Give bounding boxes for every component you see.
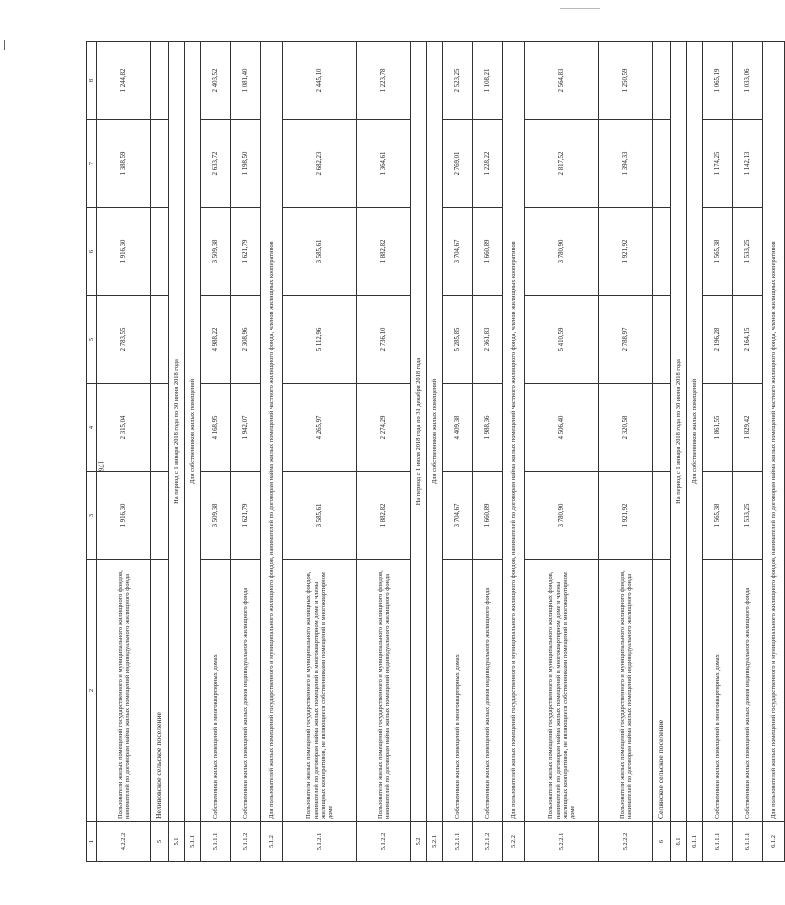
value-cell: 4 168,95 bbox=[201, 384, 231, 472]
value-cell: 1 861,55 bbox=[703, 384, 733, 472]
table-row bbox=[503, 42, 525, 862]
table-row bbox=[653, 42, 671, 862]
value-cell: 3 780,90 bbox=[525, 208, 599, 296]
span-text-cell: Для пользователей жилых помещений государственного и муниципального жилищного фондов, нанимателей по договорам найма жилых помещений частного жилищного фонда, членов жилищных кооперативов bbox=[503, 42, 525, 822]
value-cell: 1 660,89 bbox=[473, 472, 503, 560]
empty-cell bbox=[653, 384, 671, 472]
header-cell: 6 bbox=[87, 208, 97, 296]
row-code-cell: 5.2.2 bbox=[503, 822, 525, 862]
value-cell: 1 660,89 bbox=[473, 208, 503, 296]
row-name-cell: Пользователи жилых помещений государственного и муниципального жилищных фондов, нанимателей по договорам найма жилых помещений в многоквартирном доме и члены жилищных кооперативов, не являющиеся собственниками помещений в многоквартирном доме bbox=[525, 560, 599, 822]
table-row bbox=[733, 42, 763, 862]
value-cell: 2 788,97 bbox=[599, 296, 653, 384]
value-cell: 1 882,82 bbox=[357, 472, 411, 560]
table-row bbox=[411, 42, 427, 862]
row-code-cell: 5.1.2.1 bbox=[283, 822, 357, 862]
value-cell: 4 409,38 bbox=[443, 384, 473, 472]
value-cell: 2 783,55 bbox=[97, 296, 151, 384]
empty-cell bbox=[151, 296, 169, 384]
row-code-cell: 6.1 bbox=[671, 822, 687, 862]
header-cell: 2 bbox=[87, 560, 97, 822]
value-cell: 2 315,04 bbox=[97, 384, 151, 472]
value-cell: 2 196,28 bbox=[703, 296, 733, 384]
table-row bbox=[283, 42, 357, 862]
row-name-cell: Пользователи жилых помещений государственного и муниципального жилищных фондов, нанимателей по договорам найма жилых помещений в многоквартирном доме и члены жилищных кооперативов, не являющиеся собственниками помещений в многоквартирном доме bbox=[283, 560, 357, 822]
page-number: 176 bbox=[96, 460, 105, 472]
value-cell: 3 704,67 bbox=[443, 208, 473, 296]
value-cell: 1 364,61 bbox=[357, 120, 411, 208]
row-name-cell: Пользователи жилых помещений государственного и муниципального жилищного фондов, нанимателей по договорам найма жилых помещений индивидуального жилищного фонда bbox=[599, 560, 653, 822]
span-text-cell: Для пользователей жилых помещений государственного и муниципального жилищного фондов, нанимателей по договорам найма жилых помещений частного жилищного фонда, членов жилищных кооперативов bbox=[763, 42, 785, 822]
row-name-cell: Собственники жилых помещений в многоквартирных домах bbox=[201, 560, 231, 822]
row-code-cell: 5.1.1 bbox=[185, 822, 201, 862]
table-row bbox=[671, 42, 687, 862]
value-cell: 1 223,78 bbox=[357, 42, 411, 120]
value-cell: 1 565,38 bbox=[703, 208, 733, 296]
scan-mark bbox=[4, 40, 5, 50]
value-cell: 2 308,96 bbox=[231, 296, 261, 384]
row-code-cell: 5.1 bbox=[169, 822, 185, 862]
value-cell: 2 736,10 bbox=[357, 296, 411, 384]
value-cell: 4 265,97 bbox=[283, 384, 357, 472]
value-cell: 2 633,72 bbox=[201, 120, 231, 208]
value-cell: 1 198,50 bbox=[231, 120, 261, 208]
empty-cell bbox=[151, 42, 169, 120]
value-cell: 3 780,90 bbox=[525, 472, 599, 560]
value-cell: 1 565,38 bbox=[703, 472, 733, 560]
table-row bbox=[261, 42, 283, 862]
header-cell: 4 bbox=[87, 384, 97, 472]
value-cell: 1 174,25 bbox=[703, 120, 733, 208]
value-cell: 1 921,92 bbox=[599, 472, 653, 560]
value-cell: 2 523,25 bbox=[443, 42, 473, 120]
value-cell: 1 065,19 bbox=[703, 42, 733, 120]
table-row bbox=[703, 42, 733, 862]
table-row bbox=[687, 42, 703, 862]
value-cell: 2 817,52 bbox=[525, 120, 599, 208]
header-cell: 3 bbox=[87, 472, 97, 560]
empty-cell bbox=[653, 42, 671, 120]
row-name-cell: Собственники жилых помещений в многоквартирных домах bbox=[443, 560, 473, 822]
rotated-table-container bbox=[86, 42, 778, 862]
span-text-cell: На период с 1 июля 2018 года по 31 декабря 2018 года bbox=[411, 42, 427, 822]
span-text-cell: На период с 1 января 2018 года по 30 июня 2018 года bbox=[671, 42, 687, 822]
value-cell: 1 033,06 bbox=[733, 42, 763, 120]
value-cell: 2 445,10 bbox=[283, 42, 357, 120]
table-row bbox=[185, 42, 201, 862]
row-code-cell: 4.2.2.2 bbox=[97, 822, 151, 862]
row-code-cell: 5.2.2.1 bbox=[525, 822, 599, 862]
value-cell: 1 142,13 bbox=[733, 120, 763, 208]
row-name-cell: Пользователи жилых помещений государственного и муниципального жилищного фондов, нанимателей по договорам найма жилых помещений индивидуального жилищного фонда bbox=[357, 560, 411, 822]
empty-cell bbox=[151, 472, 169, 560]
span-text-cell: Для собственников жилых помещений bbox=[687, 42, 703, 822]
value-cell: 1 829,42 bbox=[733, 384, 763, 472]
value-cell: 1 228,22 bbox=[473, 120, 503, 208]
table-row bbox=[525, 42, 599, 862]
table-row bbox=[97, 42, 151, 862]
value-cell: 1 081,40 bbox=[231, 42, 261, 120]
value-cell: 1 388,59 bbox=[97, 120, 151, 208]
row-code-cell: 5.1.2 bbox=[261, 822, 283, 862]
value-cell: 1 942,07 bbox=[231, 384, 261, 472]
value-cell: 3 509,38 bbox=[201, 208, 231, 296]
span-text-cell: Для пользователей жилых помещений государственного и муниципального жилищного фондов, нанимателей по договорам найма жилых помещений частного жилищного фонда, членов жилищных кооперативов bbox=[261, 42, 283, 822]
table-row bbox=[427, 42, 443, 862]
table-row bbox=[763, 42, 785, 862]
value-cell: 1 621,79 bbox=[231, 472, 261, 560]
value-cell: 3 585,61 bbox=[283, 208, 357, 296]
value-cell: 3 585,61 bbox=[283, 472, 357, 560]
header-cell: 7 bbox=[87, 120, 97, 208]
value-cell: 2 682,23 bbox=[283, 120, 357, 208]
row-code-cell: 5.2.1 bbox=[427, 822, 443, 862]
table-row bbox=[443, 42, 473, 862]
table-row bbox=[357, 42, 411, 862]
value-cell: 5 112,96 bbox=[283, 296, 357, 384]
value-cell: 2 361,83 bbox=[473, 296, 503, 384]
table-row bbox=[473, 42, 503, 862]
tariff-table bbox=[86, 41, 785, 862]
row-code-cell: 6.1.1.1 bbox=[703, 822, 733, 862]
row-code-cell: 6 bbox=[653, 822, 671, 862]
row-code-cell: 5.2.1.1 bbox=[443, 822, 473, 862]
value-cell: 1 108,21 bbox=[473, 42, 503, 120]
row-code-cell: 6.1.1.1 bbox=[733, 822, 763, 862]
table-row bbox=[151, 42, 169, 862]
value-cell: 1 244,82 bbox=[97, 42, 151, 120]
empty-cell bbox=[653, 120, 671, 208]
value-cell: 2 403,52 bbox=[201, 42, 231, 120]
span-text-cell: Для собственников жилых помещений bbox=[185, 42, 201, 822]
row-code-cell: 6.1.2 bbox=[763, 822, 785, 862]
table-row bbox=[599, 42, 653, 862]
row-code-cell: 5.1.1.1 bbox=[201, 822, 231, 862]
empty-cell bbox=[151, 384, 169, 472]
row-code-cell: 5.1.1.2 bbox=[231, 822, 261, 862]
row-code-cell: 5.2.2.2 bbox=[599, 822, 653, 862]
table-row bbox=[201, 42, 231, 862]
row-name-cell: Собственники жилых помещений жилых домов индивидуального жилищного фонда bbox=[733, 560, 763, 822]
value-cell: 4 506,40 bbox=[525, 384, 599, 472]
value-cell: 2 564,83 bbox=[525, 42, 599, 120]
value-cell: 5 285,85 bbox=[443, 296, 473, 384]
row-name-cell: Собственники жилых помещений жилых домов индивидуального жилищного фонда bbox=[231, 560, 261, 822]
value-cell: 2 164,15 bbox=[733, 296, 763, 384]
value-cell: 1 916,30 bbox=[97, 472, 151, 560]
empty-cell bbox=[151, 120, 169, 208]
value-cell: 5 410,59 bbox=[525, 296, 599, 384]
row-code-cell: 5.2.1.2 bbox=[473, 822, 503, 862]
row-code-cell: 5.1.2.2 bbox=[357, 822, 411, 862]
row-code-cell: 6.1.1 bbox=[687, 822, 703, 862]
table-row bbox=[169, 42, 185, 862]
table-row bbox=[231, 42, 261, 862]
empty-cell bbox=[653, 296, 671, 384]
value-cell: 1 916,30 bbox=[97, 208, 151, 296]
empty-cell bbox=[151, 208, 169, 296]
value-cell: 1 621,79 bbox=[231, 208, 261, 296]
value-cell: 1 533,25 bbox=[733, 208, 763, 296]
row-name-cell: Собственники жилых помещений в многоквартирных домах bbox=[703, 560, 733, 822]
empty-cell bbox=[653, 472, 671, 560]
value-cell: 1 921,92 bbox=[599, 208, 653, 296]
row-name-cell: Собственники жилых помещений жилых домов индивидуального жилищного фонда bbox=[473, 560, 503, 822]
value-cell: 1 533,25 bbox=[733, 472, 763, 560]
header-cell: 8 bbox=[87, 42, 97, 120]
table-body bbox=[87, 42, 785, 862]
value-cell: 3 509,38 bbox=[201, 472, 231, 560]
value-cell: 2 320,58 bbox=[599, 384, 653, 472]
value-cell: 1 250,59 bbox=[599, 42, 653, 120]
row-name-cell: Пользователи жилых помещений государственного и муниципального жилищного фондов, нанимателей по договорам найма жилых помещений индивидуального жилищного фонда bbox=[97, 560, 151, 822]
span-text-cell: Для собственников жилых помещений bbox=[427, 42, 443, 822]
value-cell: 3 704,67 bbox=[443, 472, 473, 560]
value-cell: 2 769,01 bbox=[443, 120, 473, 208]
header-cell: 1 bbox=[87, 822, 97, 862]
value-cell: 1 988,36 bbox=[473, 384, 503, 472]
empty-cell bbox=[653, 208, 671, 296]
value-cell: 1 394,33 bbox=[599, 120, 653, 208]
header-row bbox=[87, 42, 97, 862]
span-text-cell: На период с 1 января 2018 года по 30 июня 2018 года bbox=[169, 42, 185, 822]
section-name-cell: Неливовское сельское поселение bbox=[151, 560, 169, 822]
value-cell: 4 988,22 bbox=[201, 296, 231, 384]
value-cell: 2 274,29 bbox=[357, 384, 411, 472]
row-code-cell: 5.2 bbox=[411, 822, 427, 862]
section-name-cell: Селянское сельское поселение bbox=[653, 560, 671, 822]
row-code-cell: 5 bbox=[151, 822, 169, 862]
value-cell: 1 882,82 bbox=[357, 208, 411, 296]
scan-mark-top bbox=[560, 8, 600, 9]
header-cell: 5 bbox=[87, 296, 97, 384]
